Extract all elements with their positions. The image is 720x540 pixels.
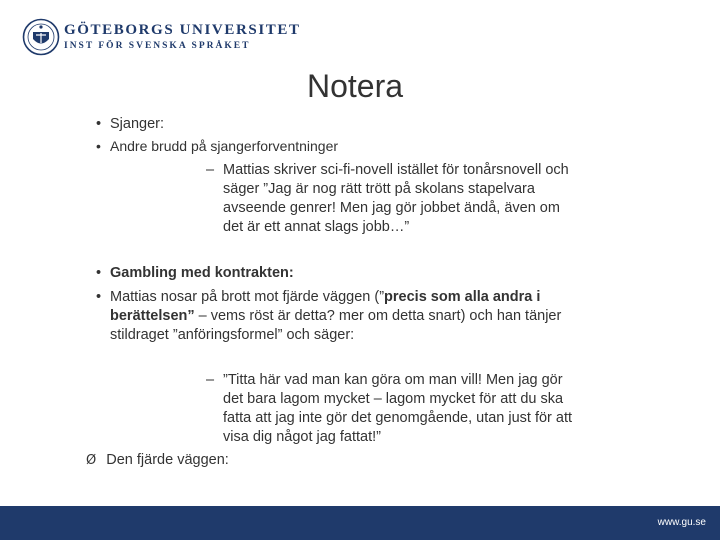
- sub-item-line: säger ”Jag är nog rätt trött på skolans stapelvara: [223, 181, 535, 197]
- item-text-bold: berättelsen”: [110, 308, 195, 324]
- footer-bar: [0, 506, 720, 540]
- dash-icon: –: [206, 162, 215, 178]
- sub-item-line: visa dig något jag fattat!”: [223, 429, 381, 445]
- sub-item-line: fatta att jag inte gör det genomgående, utan just för att: [223, 410, 573, 426]
- item-text: Gambling med kontrakten:: [110, 265, 294, 281]
- item-text-part: – vems röst är detta? mer om detta snart) och han tänjer: [194, 308, 562, 324]
- item-line: [110, 288, 630, 307]
- bullet-icon: •: [96, 265, 102, 281]
- sub-item-line: det är ett annat slags jobb…”: [223, 219, 410, 235]
- sub-item-text: [223, 371, 613, 447]
- sub-item-line: Mattias skriver sci-fi-novell istället för tonårsnovell och: [223, 162, 569, 178]
- item-text: Andre brudd på sjangerforventninger: [110, 138, 339, 154]
- item-text-wrap: [110, 264, 294, 283]
- sub-item-line: det bara lagom mycket – lagom mycket för att du ska: [223, 391, 564, 407]
- item-line: [110, 307, 630, 326]
- dash-icon: –: [206, 372, 215, 388]
- item-line: stildraget ”anföringsformel” och säger:: [110, 327, 355, 343]
- sub-item-line: ”Titta här vad man kan göra om man vill! Men jag gör: [223, 372, 563, 388]
- item-text-block: [110, 288, 630, 345]
- item-text: Sjanger:: [110, 116, 165, 132]
- arrow-bullet-icon: Ø: [86, 453, 97, 468]
- institution-name: INST FÖR SVENSKA SPRÅKET: [64, 41, 251, 51]
- bullet-icon: •: [96, 138, 101, 154]
- university-name: GÖTEBORGS UNIVERSITET: [64, 22, 301, 38]
- list-item-arrow: [86, 451, 229, 470]
- item-text: Den fjärde väggen:: [106, 452, 229, 468]
- item-text-part: Mattias nosar på brott mot fjärde väggen (”: [110, 289, 385, 305]
- footer-url[interactable]: www.gu.se: [657, 517, 706, 528]
- bullet-icon: •: [96, 116, 102, 132]
- university-seal-icon: [22, 18, 60, 56]
- bullet-icon: •: [96, 289, 102, 305]
- sub-item-text: [223, 161, 613, 237]
- sub-item-line: avseende genrer! Men jag gör jobbet ändå, även om: [223, 200, 560, 216]
- slide-title-text: Notera: [307, 68, 404, 104]
- university-header: [22, 18, 322, 60]
- item-text-bold: precis som alla andra i: [384, 289, 541, 305]
